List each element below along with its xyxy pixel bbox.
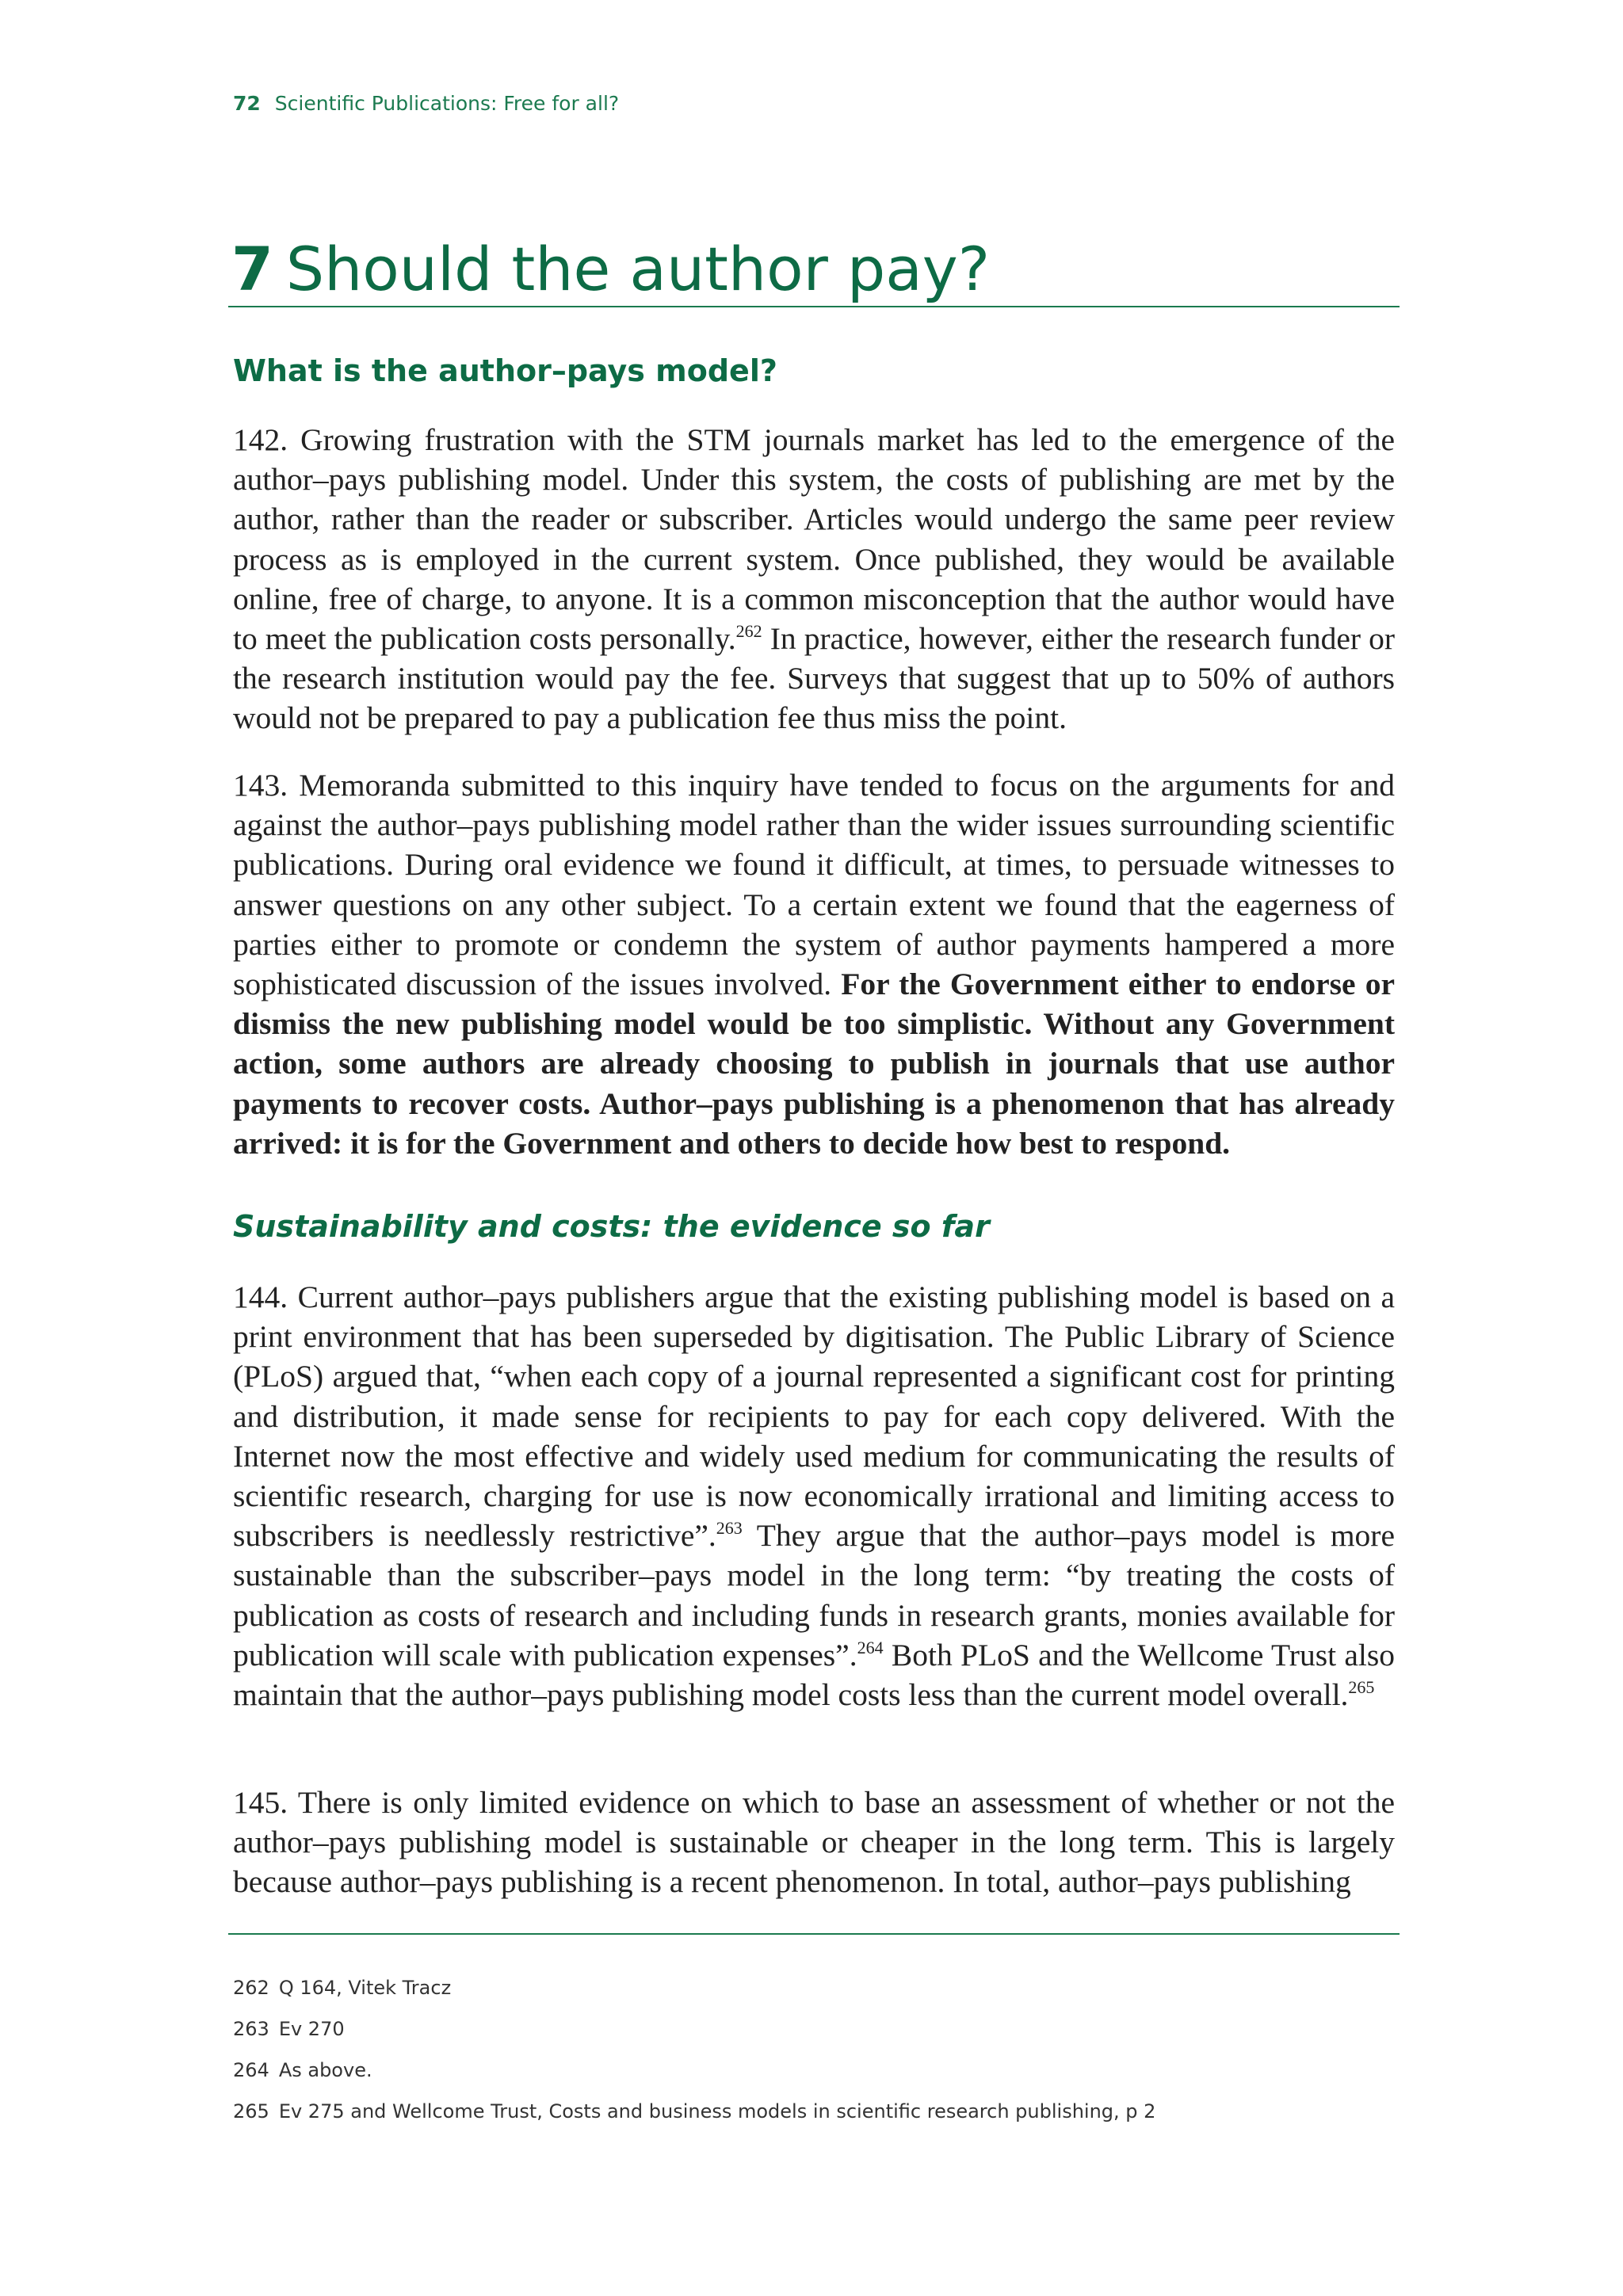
footnote-text: As above. (278, 2059, 372, 2081)
footnote-item (233, 1976, 1155, 2017)
paragraph-text: They argue that the author–pays model is more sustainable than the subscriber–pays model in the long term: “by treating the costs of publication as costs of research and including funds in research grants, monies available for publication will scale with publication expenses”. (233, 1518, 1395, 1672)
paragraph-text: In practice, however, either the research funder or the research institution would pay the fee. Surveys that suggest that up to 50% of authors would not be prepared to pay a publication fee thus miss the point. (233, 621, 1395, 736)
paragraph-text: 142. Growing frustration with the STM journals market has led to the emergence of the author–pays publishing model. Under this system, the costs of publishing are met by the author, rather than the reader or subscriber. Articles would undergo the same peer review process as is employed in the current system. Once published, they would be available online, free of charge, to anyone. It is a common misconception that the author would have to meet the publication costs personally. (233, 422, 1395, 657)
footnote-item (233, 2058, 1155, 2100)
page-number: 72 (233, 92, 261, 115)
section-heading: What is the author–pays model? (233, 353, 777, 388)
paragraph-143 (233, 765, 1395, 1163)
footnote-ref[interactable]: 263 (716, 1518, 743, 1539)
footnote-number: 265 (233, 2100, 269, 2122)
running-head-title: Scientific Publications: Free for all? (274, 92, 620, 115)
footnote-item (233, 2017, 1155, 2058)
footnote-number: 263 (233, 2018, 269, 2040)
running-head (233, 92, 619, 115)
paragraph-text: Both PLoS and the Wellcome Trust also maintain that the author–pays publishing model costs less than the current model overall. (233, 1637, 1395, 1713)
paragraph-142 (233, 420, 1395, 738)
paragraph-text: 143. Memoranda submitted to this inquiry have tended to focus on the arguments for and against the author–pays publishing model rather than the wider issues surrounding scientific publications. During oral evidence we found it difficult, at times, to persuade witnesses to answer questions on any other subject. To a certain extent we found that the eagerness of parties either to promote or condemn the system of author payments hampered a more sophisticated discussion of the issues involved. (233, 768, 1395, 1002)
footnote-ref[interactable]: 262 (735, 621, 762, 642)
chapter-title-text: Should the author pay? (285, 234, 991, 304)
footnote-text: Q 164, Vitek Tracz (278, 1977, 452, 1999)
paragraph-text: 144. Current author–pays publishers argue that the existing publishing model is based on a print environment that has been superseded by digitisation. The Public Library of Science (PLoS) argued that, “when each copy of a journal represented a significant cost for printing and distribution, it made sense for recipients to pay for each copy delivered. With the Internet now the most effective and widely used medium for communicating the results of scientific research, charging for use is now economically irrational and limiting access to subscribers is needlessly restrictive”. (233, 1280, 1395, 1554)
footnotes (233, 1976, 1155, 2141)
footnote-text: Ev 270 (278, 2018, 345, 2040)
subsection-heading: Sustainability and costs: the evidence so far (233, 1209, 990, 1244)
footnote-ref[interactable]: 265 (1348, 1677, 1375, 1698)
footnote-number: 264 (233, 2059, 269, 2081)
footnote-text: Ev 275 and Wellcome Trust, Costs and business models in scientific research publishing, p 2 (278, 2100, 1156, 2122)
chapter-title (231, 231, 1404, 307)
paragraph-144 (233, 1277, 1395, 1714)
footnote-number: 262 (233, 1977, 269, 1999)
paragraph-text: 145. There is only limited evidence on which to base an assessment of whether or not the author–pays publishing model is sustainable or cheaper in the long term. This is largely because author–pays publishing is a recent phenomenon. In total, author–pays publishing (233, 1785, 1395, 1900)
footnote-ref[interactable]: 264 (857, 1637, 884, 1657)
footnote-item (233, 2100, 1155, 2141)
paragraph-145 (233, 1783, 1395, 1902)
chapter-divider (228, 306, 1400, 307)
chapter-number: 7 (231, 234, 273, 304)
footnote-divider (228, 1933, 1400, 1935)
conclusion-bold-text: For the Government either to endorse or dismiss the new publishing model would be too simplistic. Without any Government action, some authors are already choosing to publish in journals that use author payments to recover costs. Author–pays publishing is a phenomenon that has already arrived: it is for the Government and others to decide how best to respond. (233, 967, 1395, 1161)
